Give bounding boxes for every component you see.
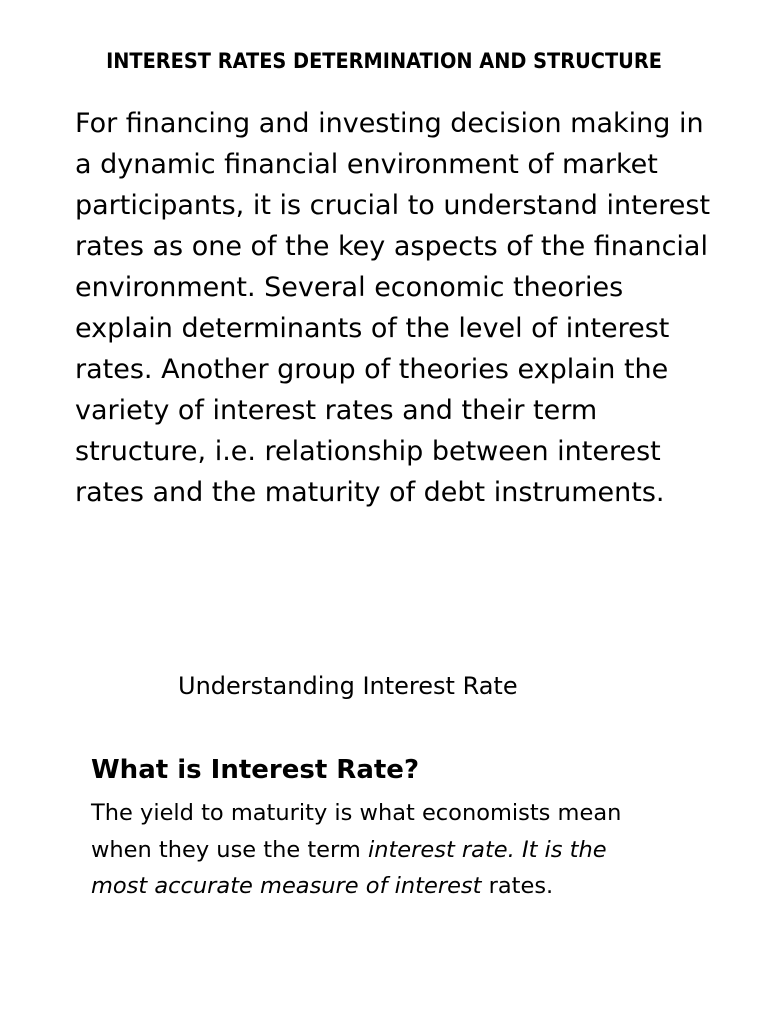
answer-paragraph [91, 795, 711, 905]
intro-line: a dynamic financial environment of market [75, 149, 658, 180]
document-title: INTEREST RATES DETERMINATION AND STRUCTURE [106, 49, 662, 73]
intro-line: rates as one of the key aspects of the financial [75, 231, 708, 262]
answer-text: rates. [481, 873, 554, 899]
intro-line: rates and the maturity of debt instruments. [75, 477, 665, 508]
intro-paragraph [75, 103, 735, 513]
intro-line: For financing and investing decision making in [75, 108, 704, 139]
answer-line: The yield to maturity is what economists mean [91, 800, 622, 826]
answer-text: when they use the term [91, 836, 368, 863]
question-heading: What is Interest Rate? [91, 755, 420, 785]
answer-italic-text: most accurate measure of interest [91, 873, 482, 899]
intro-line: environment. Several economic theories [75, 272, 624, 303]
answer-line [91, 832, 711, 869]
intro-line: participants, it is crucial to understand interest [75, 190, 711, 221]
intro-line: structure, i.e. relationship between interest [75, 436, 661, 467]
intro-line: rates. Another group of theories explain the [75, 354, 669, 385]
intro-line: explain determinants of the level of interest [75, 313, 670, 344]
intro-line: variety of interest rates and their term [75, 395, 598, 426]
answer-line [91, 868, 711, 905]
answer-italic-text: interest rate. It is the [367, 836, 607, 863]
section-heading: Understanding Interest Rate [178, 672, 518, 700]
